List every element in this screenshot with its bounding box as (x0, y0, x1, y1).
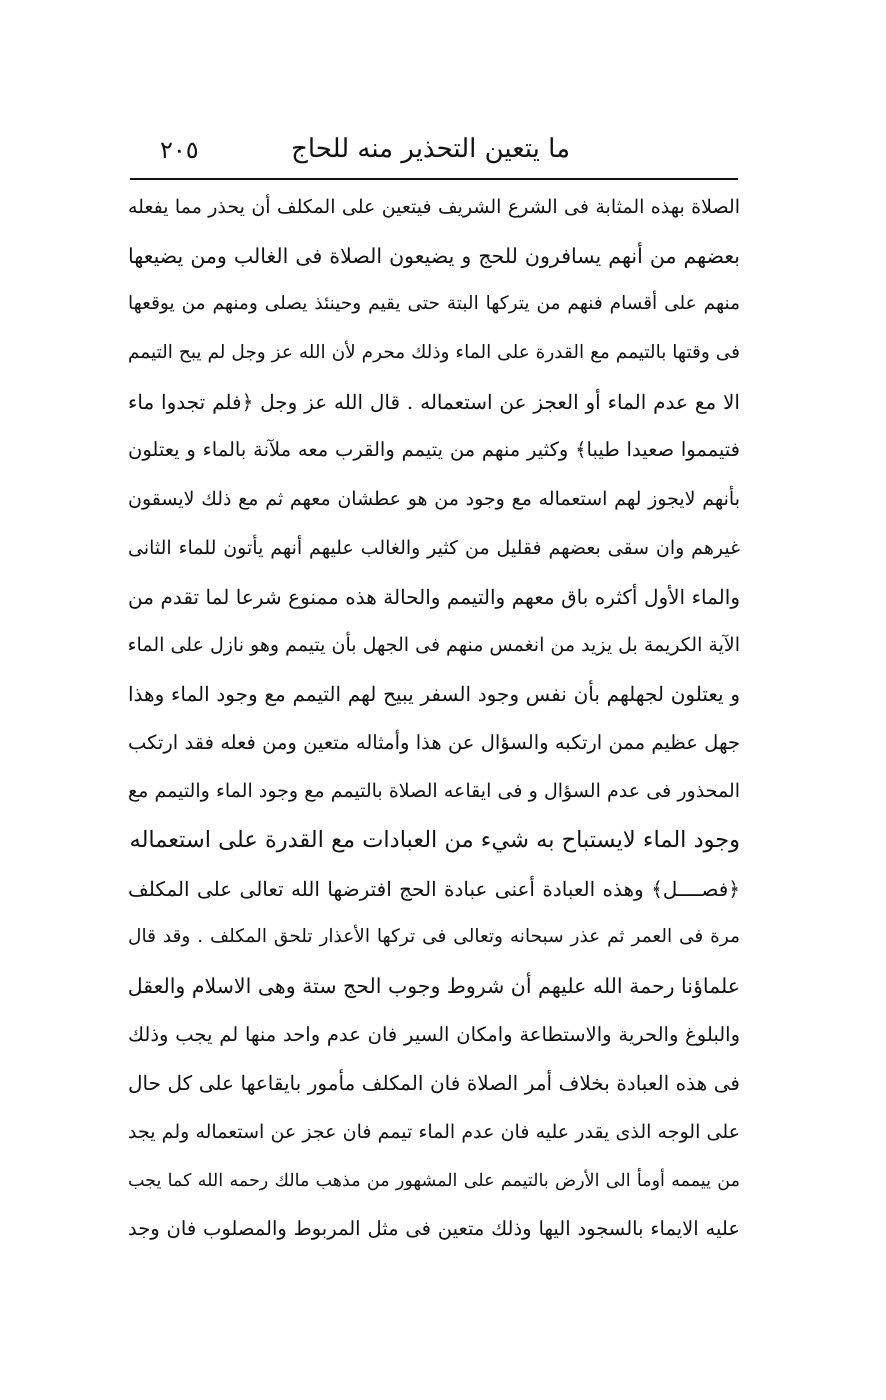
running-head (130, 126, 740, 178)
text-line: فى هذه العبادة بخلاف أمر الصلاة فان المكلف مأمور بايقاعها على كل حال (128, 1071, 740, 1096)
paragraph-end-line: وجود الماء لايستباح به شيء من العبادات مع القدرة على استعماله (129, 826, 740, 853)
text-line: بعضهم من أنهم يسافرون للحج و يضيعون الصلاة فى الغالب ومن يضيعها (128, 243, 740, 268)
text-line: علماؤنا رحمة الله عليهم أن شروط وجوب الحج ستة وهى الاسلام والعقل (128, 974, 740, 998)
text-line: منهم على أقسام فنهم من يتركها البتة حتى يقيم وحينئذ يصلى ومنهم من يوقعها (128, 293, 740, 315)
text-line: جهل عظيم ممن ارتكبه والسؤال عن هذا وأمثاله متعين ومن فعله فقد ارتكب (128, 730, 740, 754)
page-number: ٢٠٥ (160, 136, 199, 164)
text-line: المحذور فى عدم السؤال و فى ايقاعه الصلاة بالتيمم مع وجود الماء والتيمم مع (128, 780, 740, 803)
text-line: غيرهم وان سقى بعضهم فقليل من كثير والغالب عليهم أنهم يأتون للماء الثانى (128, 536, 740, 559)
text-line: والبلوغ والحرية والاستطاعة وامكان السير فان عدم واحد منها لم يجب وذلك (128, 1022, 740, 1046)
text-line: فتيمموا صعيدا طيبا﴾ وكثير منهم من يتيمم والقرب معه ملآنة بالماء و يعتلون (128, 438, 740, 462)
page-title: ما يتعين التحذير منه للحاج (291, 134, 570, 164)
text-line: فى وقتها بالتيمم مع القدرة على الماء وذلك محرم لأن الله عز وجل لم يبح التيمم (128, 342, 740, 364)
header-rule (130, 178, 738, 180)
text-line: عليه الايماء بالسجود اليها وذلك متعين فى مثل المربوط والمصلوب فان وجد (128, 1217, 740, 1241)
text-line: و يعتلون لجهلهم بأن نفس وجود السفر يبيح لهم التيمم مع وجود الماء وهذا (128, 681, 740, 706)
text-line: من ييممه أومأ الى الأرض بالتيمم على المشهور من مذهب مالك رحمه الله كما يجب (128, 1170, 740, 1191)
section-heading-line: ﴿فصــــل﴾ وهذه العبادة أعنى عبادة الحج افترضها الله تعالى على المكلف (128, 876, 740, 901)
body-text (128, 183, 740, 1254)
text-line: بأنهم لايجوز لهم استعماله مع وجود من هو عطشان معهم ثم مع ذلك لايسقون (128, 488, 740, 511)
text-line: والماء الأول أكثره باق معهم والتيمم والحالة هذه ممنوع شرعا لما تقدم من (128, 584, 740, 609)
text-line: الصلاة بهذه المثابة فى الشرع الشريف فيتعين على المكلف أن يحذر مما يفعله (128, 196, 740, 218)
text-line: مرة فى العمر ثم عذر سبحانه وتعالى فى تركها الأعذار تلحق المكلف . وقد قال (128, 926, 740, 948)
text-line: الآية الكريمة بل يزيد من انغمس منهم فى الجهل بأن يتيمم وهو نازل على الماء (128, 634, 740, 657)
text-line: على الوجه الذى يقدر عليه فان عدم الماء تيمم فان عجز عن استعماله ولم يجد (128, 1121, 740, 1144)
text-line: الا مع عدم الماء أو العجز عن استعماله . قال الله عز وجل ﴿فلم تجدوا ماء (128, 389, 740, 414)
